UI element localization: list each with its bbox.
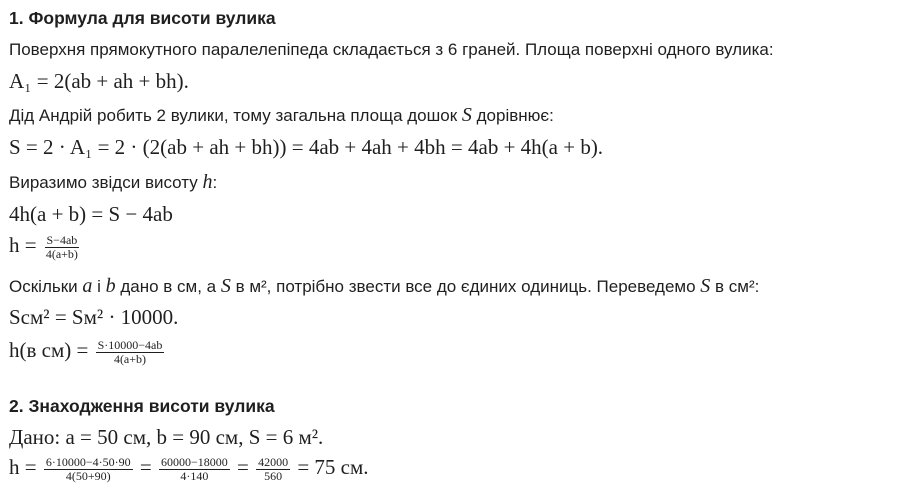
lhs: h = xyxy=(9,233,42,257)
denominator: 4·140 xyxy=(180,468,209,483)
text: в см²: xyxy=(710,277,760,296)
paragraph-express-h xyxy=(9,171,217,194)
text: Оскільки xyxy=(9,277,83,296)
text: Дід Андрій робить 2 вулики, тому загальна площа дошок xyxy=(9,106,462,125)
paragraph-total-area xyxy=(9,104,554,127)
formula-conversion: Sсм² = Sм² · 10000. xyxy=(9,305,179,329)
lhs: h(в см) = xyxy=(9,338,94,362)
formula-calc: h = $\frac{6\cdot 10000-4\cdot 50\cdot 90}{4(50+90)}$ = $\frac{60000-18000}{4\cdot 140}$ = $\frac{42000}{560}$ = 75 см. xyxy=(9,454,369,483)
numerator: S·10000−4ab xyxy=(97,337,163,352)
numerator: 60000−18000 xyxy=(160,454,228,469)
text: Виразимо звідси висоту xyxy=(9,173,203,192)
text: і xyxy=(92,277,106,296)
fraction xyxy=(44,234,80,261)
paragraph-surface: Поверхня прямокутного паралелепіпеда складається з 6 граней. Площа поверхні одного вулика: xyxy=(9,40,774,59)
fraction xyxy=(159,456,230,483)
denominator: 4(a+b) xyxy=(45,246,78,261)
denominator: 560 xyxy=(264,468,283,483)
var-s: S xyxy=(220,275,231,297)
fraction xyxy=(44,456,133,483)
text: дано в см, а xyxy=(115,277,221,296)
denominator: 4(a+b) xyxy=(113,351,147,366)
section1-heading: 1. Формула для висоти вулика xyxy=(9,8,276,28)
var-s: S xyxy=(700,275,711,297)
formula-s: S = 2 · A₁ = 2 · (2(ab + ah + bh)) = 4ab + 4ah + 4bh = 4ab + 4h(a + b). xyxy=(9,135,604,159)
numerator: 6·10000−4·50·90 xyxy=(45,454,131,469)
var-b: b xyxy=(105,275,116,297)
denominator: 4(50+90) xyxy=(65,468,111,483)
var-s: S xyxy=(461,104,472,126)
numerator: 42000 xyxy=(258,454,289,469)
lhs: h = xyxy=(9,455,42,479)
formula-h-cm xyxy=(9,338,166,366)
formula-4h: 4h(a + b) = S − 4ab xyxy=(9,202,173,226)
text: дорівнює: xyxy=(471,106,554,125)
numerator: S−4ab xyxy=(46,232,78,247)
fraction xyxy=(256,456,290,483)
fraction xyxy=(96,339,165,366)
text: : xyxy=(212,173,218,192)
paragraph-units xyxy=(9,275,759,298)
var-h: h xyxy=(202,171,213,193)
result: = 75 см. xyxy=(297,455,369,479)
formula-a1: A₁ = 2(ab + ah + bh). xyxy=(9,69,189,93)
text: в м², потрібно звести все до єдиних одиниць. Переведемо xyxy=(230,277,701,296)
formula-h xyxy=(9,233,82,261)
section2-heading: 2. Знаходження висоти вулика xyxy=(9,396,275,416)
given-values: Дано: a = 50 см, b = 90 см, S = 6 м². xyxy=(9,425,324,449)
var-a: a xyxy=(82,275,93,297)
